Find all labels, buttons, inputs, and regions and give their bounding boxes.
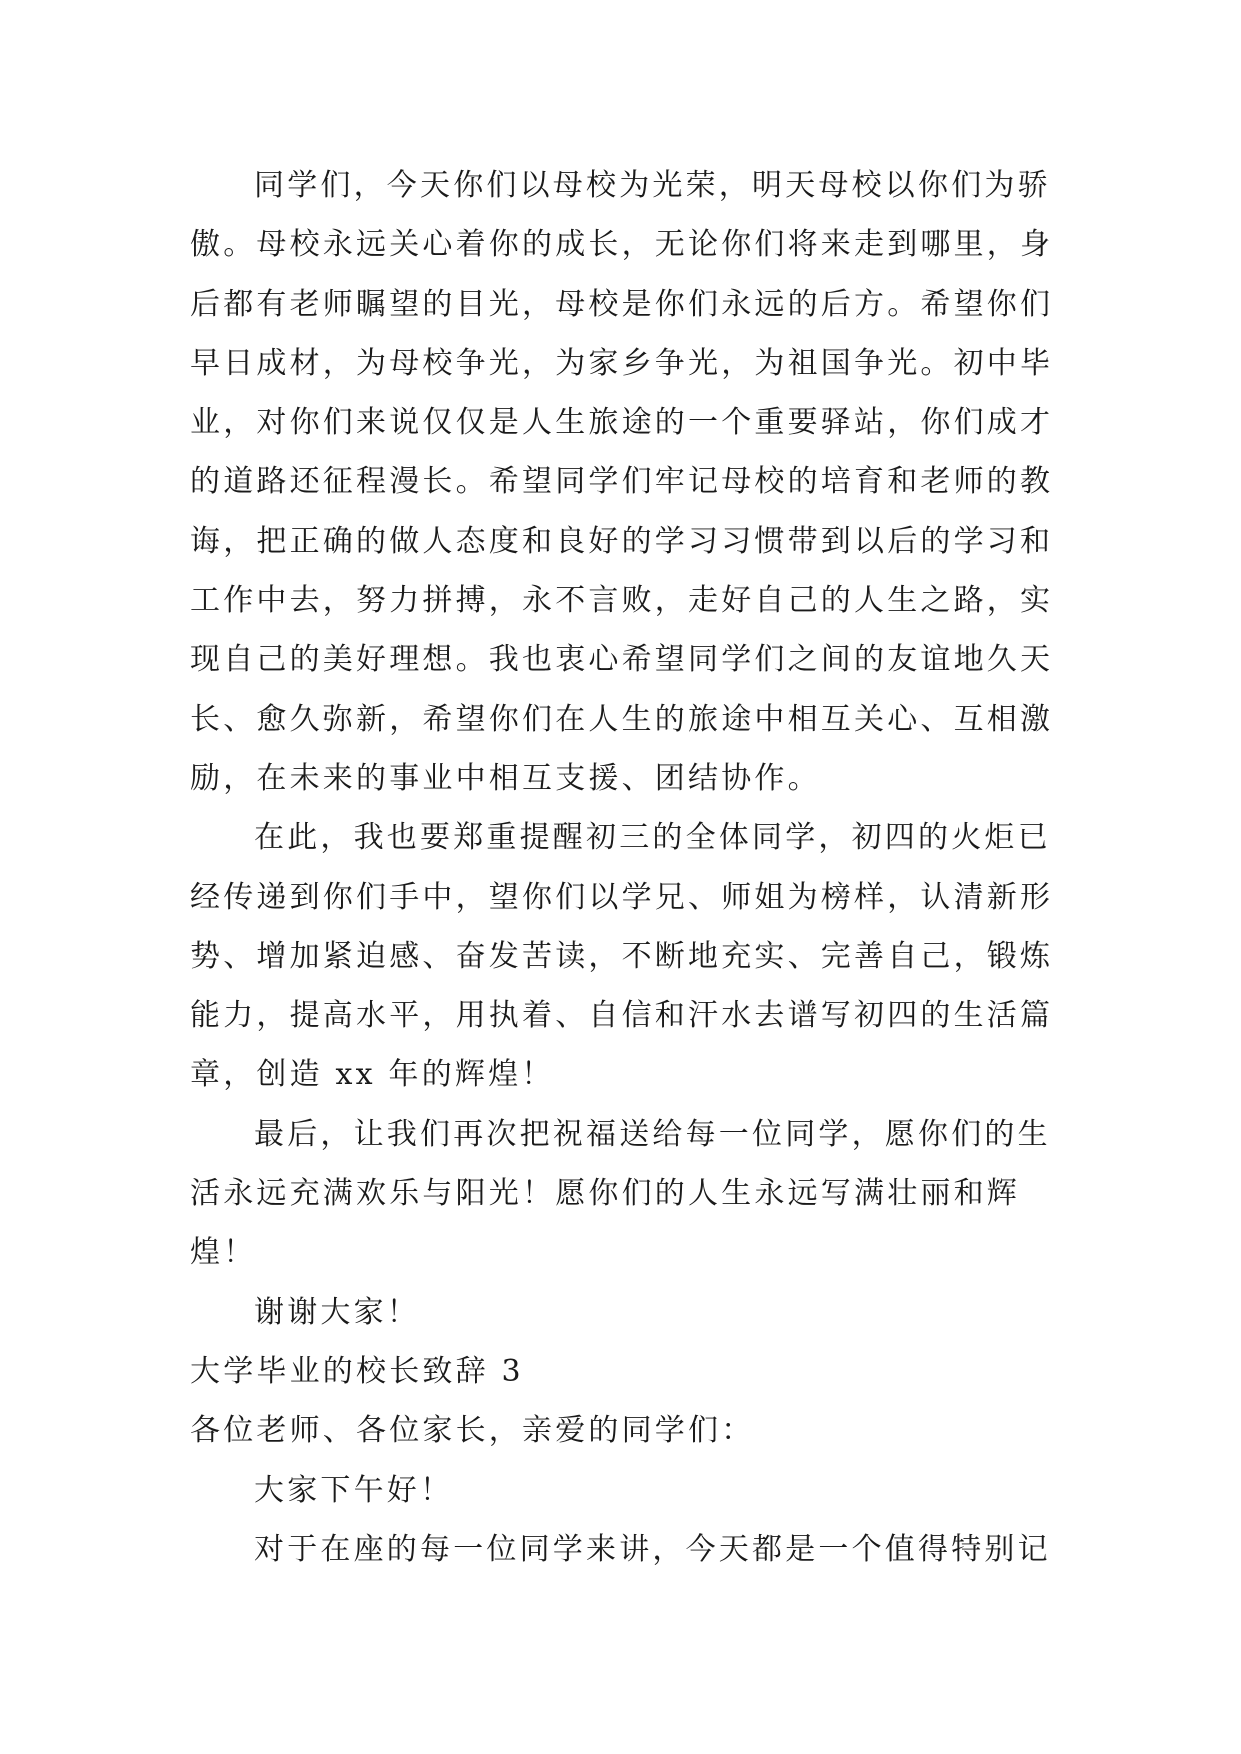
paragraph-line: 的道路还征程漫长。希望同学们牢记母校的培育和老师的教 xyxy=(190,464,1054,500)
paragraph-line: 对于在座的每一位同学来讲，今天都是一个值得特别记 xyxy=(254,1531,1051,1567)
greeting-line: 大家下午好！ xyxy=(254,1472,454,1508)
paragraph-line: 同学们，今天你们以母校为光荣，明天母校以你们为骄 xyxy=(254,168,1051,203)
paragraph-line: 煌！ xyxy=(190,1235,257,1271)
paragraph-line: 励，在未来的事业中相互支援、团结协作。 xyxy=(190,760,821,796)
paragraph-line: 早日成材，为母校争光，为家乡争光，为祖国争光。初中毕 xyxy=(190,345,1054,381)
paragraph-line: 能力，提高水平，用执着、自信和汗水去谱写初四的生活篇 xyxy=(190,998,1054,1034)
closing-line: 谢谢大家！ xyxy=(254,1294,420,1330)
paragraph-line: 工作中去，努力拼搏，永不言败，走好自己的人生之路，实 xyxy=(190,583,1054,619)
document-page xyxy=(190,156,1060,1579)
paragraph-line: 后都有老师瞩望的目光，母校是你们永远的后方。希望你们 xyxy=(190,286,1054,322)
paragraph-line: 长、愈久弥新，希望你们在人生的旅途中相互关心、互相激 xyxy=(190,701,1054,737)
paragraph-line: 傲。母校永远关心着你的成长，无论你们将来走到哪里，身 xyxy=(190,227,1054,263)
paragraph-line: 诲，把正确的做人态度和良好的学习习惯带到以后的学习和 xyxy=(190,523,1054,559)
salutation-line: 各位老师、各位家长，亲爱的同学们： xyxy=(190,1413,755,1449)
paragraph-line: 在此，我也要郑重提醒初三的全体同学，初四的火炬已 xyxy=(254,820,1051,856)
paragraph-line: 业，对你们来说仅仅是人生旅途的一个重要驿站，你们成才 xyxy=(190,405,1054,441)
paragraph-line: 活永远充满欢乐与阳光！愿你们的人生永远写满壮丽和辉 xyxy=(190,1176,1020,1212)
paragraph-line: 经传递到你们手中，望你们以学兄、师姐为榜样，认清新形 xyxy=(190,879,1054,915)
paragraph-line: 最后，让我们再次把祝福送给每一位同学，愿你们的生 xyxy=(254,1116,1051,1152)
paragraph-line: 现自己的美好理想。我也衷心希望同学们之间的友谊地久天 xyxy=(190,642,1054,678)
paragraph-line: 势、增加紧迫感、奋发苦读，不断地充实、完善自己，锻炼 xyxy=(190,938,1054,974)
paragraph-line: 章，创造 xx 年的辉煌！ xyxy=(190,1057,555,1093)
section-heading: 大学毕业的校长致辞 3 xyxy=(190,1353,524,1389)
